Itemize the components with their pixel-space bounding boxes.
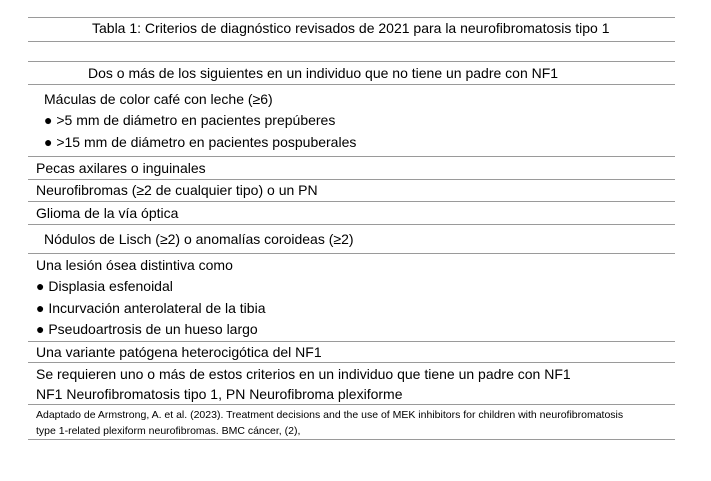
criterion-cafe-au-lait-bullet: ● >15 mm de diámetro en pacientes pospuberales (44, 134, 357, 150)
criterion-cafe-au-lait: Máculas de color café con leche (≥6) (44, 91, 273, 107)
criterion-freckling: Pecas axilares o inguinales (36, 160, 206, 176)
criterion-bone-lesion-bullet: ● Incurvación anterolateral de la tibia (36, 300, 266, 316)
criterion-pathogenic-variant: Una variante patógena heterocigótica del NF1 (36, 344, 322, 360)
row-divider (28, 224, 675, 225)
row-divider (28, 156, 675, 157)
rule-title-bottom (28, 41, 675, 42)
row-divider (28, 201, 675, 202)
row-divider (28, 179, 675, 180)
table-header: Dos o más de los siguientes en un individuo que no tiene un padre con NF1 (88, 65, 559, 81)
criterion-bone-lesion-bullet: ● Pseudoartrosis de un hueso largo (36, 321, 258, 337)
criterion-optic-glioma: Glioma de la vía óptica (36, 205, 179, 221)
criterion-lisch-nodules: Nódulos de Lisch (≥2) o anomalías coroideas (≥2) (44, 231, 354, 247)
rule-header-bottom (28, 84, 675, 85)
abbreviations: NF1 Neurofibromatosis tipo 1, PN Neurofibroma plexiforme (36, 386, 403, 402)
row-divider (28, 253, 675, 254)
row-divider (28, 341, 675, 342)
criterion-neurofibromas: Neurofibromas (≥2 de cualquier tipo) o un PN (36, 182, 318, 198)
source-citation-line-2: type 1-related plexiform neurofibromas. BMC cáncer, (2), (36, 425, 301, 437)
table-title: Tabla 1: Criterios de diagnóstico revisados de 2021 para la neurofibromatosis tipo 1 (92, 20, 610, 36)
criterion-bone-lesion: Una lesión ósea distintiva como (36, 257, 233, 273)
criterion-cafe-au-lait-bullet: ● >5 mm de diámetro en pacientes prepúberes (44, 112, 336, 128)
parent-criterion-note: Se requieren uno o más de estos criterios en un individuo que tiene un padre con NF1 (36, 366, 571, 382)
rule-top (28, 17, 675, 18)
row-divider (28, 362, 675, 363)
rule-bottom (28, 439, 675, 440)
source-citation-line-1: Adaptado de Armstrong, A. et al. (2023). Treatment decisions and the use of MEK inhibitors for children with neurofibromatosis (36, 409, 624, 421)
rule-header-top (28, 61, 675, 62)
row-divider (28, 404, 675, 405)
criterion-bone-lesion-bullet: ● Displasia esfenoidal (36, 278, 173, 294)
